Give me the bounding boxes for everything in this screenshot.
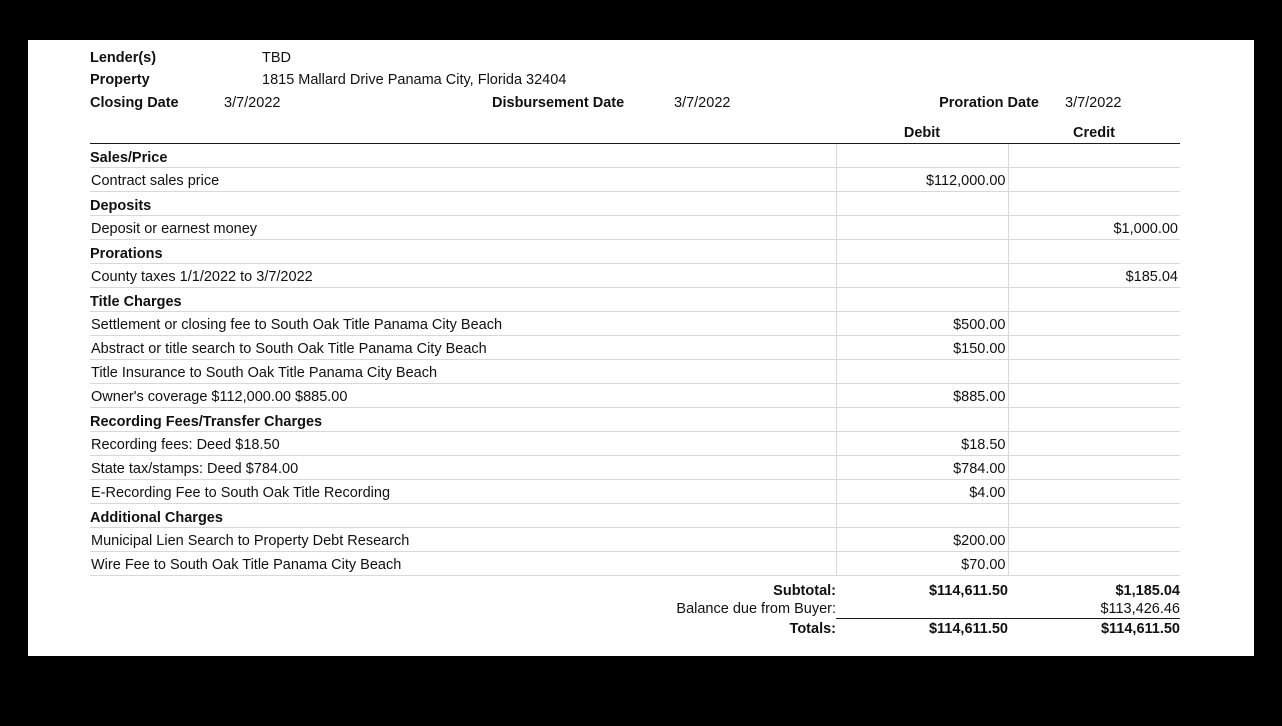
row-credit-amount — [1008, 432, 1180, 456]
row-description: Deposit or earnest money — [90, 216, 836, 240]
table-row — [90, 360, 1180, 384]
row-debit-amount — [836, 144, 1008, 168]
table-row — [90, 432, 1180, 456]
totals-credit-amount: $113,426.46 — [1100, 601, 1180, 617]
row-description: Municipal Lien Search to Property Debt Research — [90, 528, 836, 552]
section-label: Sales/Price — [90, 144, 836, 168]
row-credit-amount: $185.04 — [1008, 264, 1180, 288]
section-label: Additional Charges — [90, 504, 836, 528]
row-credit-amount — [1008, 336, 1180, 360]
row-description: Contract sales price — [90, 168, 836, 192]
table-row — [90, 336, 1180, 360]
row-debit-amount: $4.00 — [836, 480, 1008, 504]
row-credit-amount: $1,000.00 — [1008, 216, 1180, 240]
row-debit-amount: $784.00 — [836, 456, 1008, 480]
section-label: Title Charges — [90, 288, 836, 312]
row-debit-amount: $112,000.00 — [836, 168, 1008, 192]
row-debit-amount — [836, 360, 1008, 384]
totals-row — [90, 582, 1180, 600]
totals-credit-amount: $114,611.50 — [1008, 619, 1180, 639]
row-credit-amount — [1008, 192, 1180, 216]
charges-table — [90, 121, 1180, 576]
row-debit-amount — [836, 504, 1008, 528]
document-page — [28, 40, 1254, 656]
column-header-debit: Debit — [836, 121, 1008, 144]
section-header-row — [90, 144, 1180, 168]
row-credit-amount — [1008, 360, 1180, 384]
section-header-row — [90, 192, 1180, 216]
row-debit-amount: $70.00 — [836, 552, 1008, 576]
row-debit-amount — [836, 216, 1008, 240]
dates-row — [90, 92, 1210, 114]
section-header-row — [90, 408, 1180, 432]
row-credit-amount — [1008, 288, 1180, 312]
row-credit-amount — [1008, 480, 1180, 504]
lender-label: Lender(s) — [90, 50, 157, 66]
totals-credit-amount: $1,185.04 — [1115, 583, 1180, 599]
row-debit-amount — [836, 192, 1008, 216]
row-debit-amount — [836, 288, 1008, 312]
lender-row — [90, 48, 1210, 69]
row-description: Recording fees: Deed $18.50 — [90, 432, 836, 456]
row-credit-amount — [1008, 144, 1180, 168]
section-header-row — [90, 288, 1180, 312]
row-debit-amount — [836, 264, 1008, 288]
totals-row — [90, 600, 1180, 619]
property-row — [90, 70, 1210, 91]
totals-debit-amount: $114,611.50 — [836, 619, 1008, 639]
section-label: Deposits — [90, 192, 836, 216]
row-debit-amount: $885.00 — [836, 384, 1008, 408]
column-header-description — [90, 121, 836, 144]
row-description: Owner's coverage $112,000.00 $885.00 — [90, 384, 836, 408]
disbursement-date-value: 3/7/2022 — [674, 95, 731, 111]
row-debit-amount: $200.00 — [836, 528, 1008, 552]
totals-label: Balance due from Buyer: — [676, 601, 836, 618]
row-debit-amount: $18.50 — [836, 432, 1008, 456]
row-credit-amount — [1008, 504, 1180, 528]
table-row — [90, 456, 1180, 480]
totals-label: Totals: — [789, 620, 836, 637]
row-description: State tax/stamps: Deed $784.00 — [90, 456, 836, 480]
column-header-row — [90, 121, 1180, 144]
row-debit-amount: $500.00 — [836, 312, 1008, 336]
table-row — [90, 480, 1180, 504]
row-description: Abstract or title search to South Oak Title Panama City Beach — [90, 336, 836, 360]
totals-debit-amount: $114,611.50 — [928, 583, 1008, 599]
closing-date-label: Closing Date — [90, 95, 179, 111]
row-credit-amount — [1008, 408, 1180, 432]
proration-date-value: 3/7/2022 — [1065, 95, 1122, 111]
row-debit-amount — [836, 408, 1008, 432]
column-header-credit: Credit — [1008, 121, 1180, 144]
table-row — [90, 264, 1180, 288]
row-credit-amount — [1008, 168, 1180, 192]
table-row — [90, 528, 1180, 552]
totals-label: Subtotal: — [773, 583, 836, 599]
property-label: Property — [90, 72, 150, 88]
row-credit-amount — [1008, 384, 1180, 408]
row-credit-amount — [1008, 312, 1180, 336]
table-row — [90, 552, 1180, 576]
row-credit-amount — [1008, 456, 1180, 480]
proration-date-label: Proration Date — [939, 95, 1039, 111]
totals-row — [90, 619, 1180, 639]
section-label: Prorations — [90, 240, 836, 264]
row-debit-amount — [836, 240, 1008, 264]
table-row — [90, 384, 1180, 408]
closing-date-value: 3/7/2022 — [224, 95, 281, 111]
row-debit-amount: $150.00 — [836, 336, 1008, 360]
row-description: Title Insurance to South Oak Title Panama City Beach — [90, 360, 836, 384]
settlement-statement — [90, 48, 1210, 638]
table-row — [90, 216, 1180, 240]
totals-debit-amount — [836, 600, 1008, 619]
section-header-row — [90, 504, 1180, 528]
row-description: E-Recording Fee to South Oak Title Recording — [90, 480, 836, 504]
row-credit-amount — [1008, 528, 1180, 552]
row-description: Wire Fee to South Oak Title Panama City Beach — [90, 552, 836, 576]
row-description: County taxes 1/1/2022 to 3/7/2022 — [90, 264, 836, 288]
row-credit-amount — [1008, 240, 1180, 264]
row-credit-amount — [1008, 552, 1180, 576]
table-row — [90, 312, 1180, 336]
section-label: Recording Fees/Transfer Charges — [90, 408, 836, 432]
disbursement-date-label: Disbursement Date — [492, 95, 625, 111]
lender-value: TBD — [262, 50, 291, 66]
section-header-row — [90, 240, 1180, 264]
row-description: Settlement or closing fee to South Oak Title Panama City Beach — [90, 312, 836, 336]
table-row — [90, 168, 1180, 192]
charges-table-body — [90, 121, 1180, 576]
totals-table — [90, 582, 1180, 638]
property-value: 1815 Mallard Drive Panama City, Florida 32404 — [262, 72, 567, 88]
totals-table-body — [90, 582, 1180, 638]
